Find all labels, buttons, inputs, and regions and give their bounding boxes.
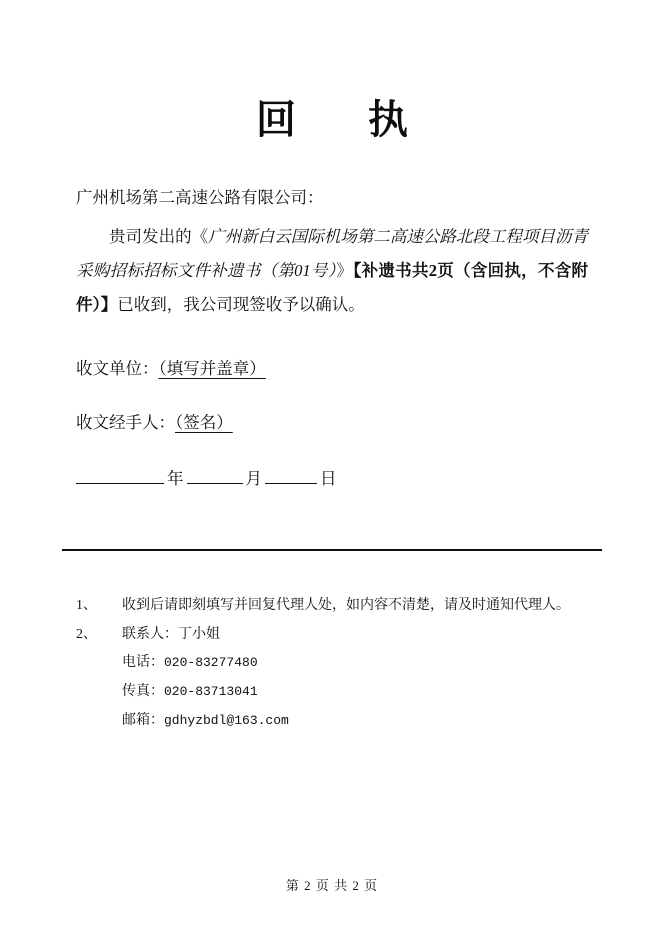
receiving-unit-row bbox=[76, 356, 588, 382]
contact-phone-line bbox=[122, 649, 596, 678]
receiving-unit-value[interactable]: （填写并盖章） bbox=[158, 359, 266, 378]
project-title-text: 广州新白云国际机场第二高速公路北段工程项目沥青采购招标招标文件补遗书（第01号） bbox=[76, 227, 589, 280]
page-footer: 第 2 页 共 2 页 bbox=[285, 878, 379, 893]
year-blank[interactable] bbox=[76, 468, 164, 484]
section-divider bbox=[62, 549, 602, 551]
note-text: 收到后请即刻填写并回复代理人处，如内容不清楚，请及时通知代理人。 bbox=[122, 598, 570, 613]
paragraph-close: 》 bbox=[336, 260, 354, 280]
note-text: 联系人：丁小姐 bbox=[122, 626, 220, 642]
contact-fax-label: 传真： bbox=[122, 684, 164, 700]
contact-phone-value: 020-83277480 bbox=[164, 655, 258, 671]
paragraph-lead: 贵司发出的《 bbox=[109, 227, 209, 246]
day-unit-label: 日 bbox=[320, 469, 337, 488]
addressee-text: 广州机场第二高速公路有限公司： bbox=[76, 188, 324, 207]
notes-section bbox=[76, 592, 596, 735]
month-unit-label: 月 bbox=[245, 469, 262, 488]
main-paragraph bbox=[76, 220, 588, 321]
contact-fax-value: 020-83713041 bbox=[164, 684, 258, 700]
page-title: 回执 bbox=[256, 96, 480, 143]
note-number: 2、 bbox=[76, 626, 97, 642]
receiving-person-label: 收文经手人： bbox=[76, 413, 175, 432]
day-blank[interactable] bbox=[265, 468, 317, 484]
receiving-unit-label: 收文单位： bbox=[76, 359, 159, 378]
contact-phone-label: 电话： bbox=[122, 655, 164, 671]
receiving-person-row bbox=[76, 410, 588, 436]
year-unit-label: 年 bbox=[167, 469, 184, 488]
date-row bbox=[76, 466, 588, 492]
note-item bbox=[76, 621, 596, 650]
contact-email-label: 邮箱： bbox=[122, 712, 164, 728]
addressee-line bbox=[76, 185, 588, 211]
receiving-person-value[interactable]: （签名） bbox=[175, 413, 233, 432]
contact-email-value: gdhyzbdl@163.com bbox=[164, 712, 289, 728]
paragraph-tail: 已收到，我公司现签收予以确认。 bbox=[117, 294, 365, 314]
note-number: 1、 bbox=[76, 598, 97, 613]
contact-fax-line bbox=[122, 678, 596, 707]
month-blank[interactable] bbox=[187, 468, 243, 484]
bracket-note-text: 【补遗书共2页（含回执，不含附件）】 bbox=[76, 260, 589, 314]
contact-list bbox=[122, 649, 596, 735]
note-item bbox=[76, 592, 596, 621]
contact-email-line bbox=[122, 707, 596, 736]
